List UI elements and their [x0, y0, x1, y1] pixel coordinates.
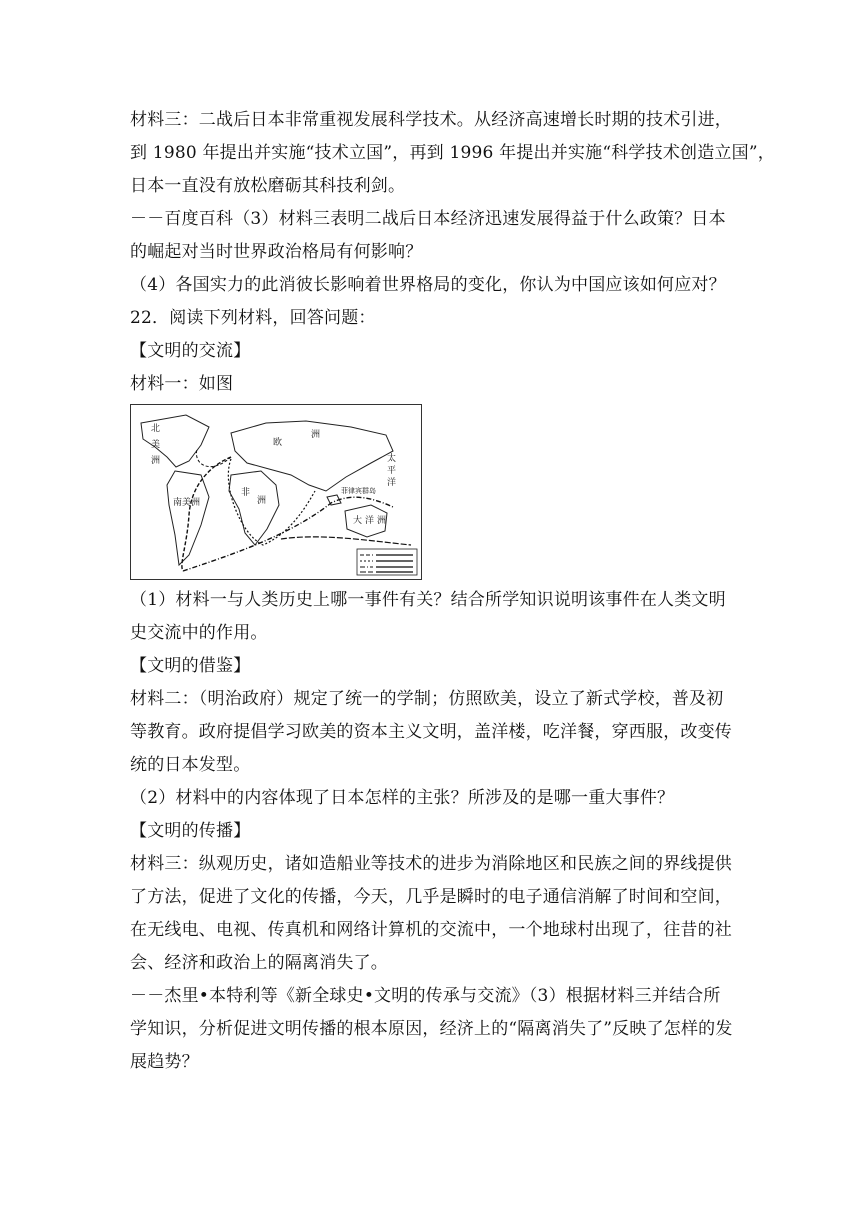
map-label: 北 — [151, 424, 161, 434]
text-line: 了方法，促进了文化的传播，今天，几乎是瞬时的电子通信消解了时间和空间， — [130, 887, 732, 907]
text-line: 的崛起对当时世界政治格局有何影响？ — [130, 242, 423, 262]
text-line: 等教育。政府提倡学习欧美的资本主义文明，盖洋楼，吃洋餐，穿西服，改变传 — [130, 722, 732, 742]
map-label: 洲 — [151, 456, 161, 466]
map-label: 洲 — [257, 496, 267, 506]
map-label: 洋 — [387, 478, 397, 488]
text-line: －－百度百科（3）材料三表明二战后日本经济迅速发展得益于什么政策？日本 — [130, 209, 726, 229]
map-label: 太 — [387, 454, 397, 464]
text-line: 材料二：（明治政府）规定了统一的学制；仿照欧美，设立了新式学校，普及初 — [130, 689, 724, 709]
section-heading: 【文明的借鉴】 — [130, 656, 251, 676]
text-line: 在无线电、电视、传真机和网络计算机的交流中，一个地球村出现了，往昔的社 — [130, 920, 732, 940]
map-label: 南美洲 — [173, 498, 201, 508]
map-label: 平 — [387, 466, 397, 476]
text-line: －－杰里•本特利等《新全球史•文明的传承与交流》（3）根据材料三并结合所 — [130, 986, 721, 1006]
question-22-heading: 22．阅读下列材料，回答问题： — [130, 308, 376, 328]
text-line: （2）材料中的内容体现了日本怎样的主张？所涉及的是哪一重大事件？ — [130, 788, 675, 808]
text-line: 史交流中的作用。 — [130, 623, 268, 643]
map-label: 非 — [241, 488, 251, 498]
document-page — [130, 104, 775, 1079]
map-label: 洋 — [365, 516, 375, 526]
world-voyage-map — [130, 404, 422, 580]
text-line: 材料三：二战后日本非常重视发展科学技术。从经济高速增长时期的技术引进， — [130, 110, 732, 130]
section-heading: 【文明的传播】 — [130, 821, 251, 841]
map-label: 菲律宾群岛 — [341, 487, 376, 495]
text-line: （4）各国实力的此消彼长影响着世界格局的变化，你认为中国应该如何应对？ — [130, 275, 726, 295]
text-line: 会、经济和政治上的隔离消失了。 — [130, 953, 388, 973]
text-line: 到 1980 年提出并实施“技术立国”，再到 1996 年提出并实施“科学技术创造立国”， — [130, 143, 775, 163]
map-label: 洲 — [311, 430, 321, 440]
text-line: 学知识，分析促进文明传播的根本原因，经济上的“隔离消失了”反映了怎样的发 — [130, 1019, 733, 1039]
text-line: 材料三：纵观历史，诸如造船业等技术的进步为消除地区和民族之间的界线提供 — [130, 854, 732, 874]
text-line: 统的日本发型。 — [130, 755, 251, 775]
material-one-label: 材料一：如图 — [130, 374, 234, 394]
map-label: 美 — [151, 440, 161, 450]
map-label: 欧 — [273, 438, 283, 448]
map-label: 洲 — [377, 516, 387, 526]
section-heading: 【文明的交流】 — [130, 341, 251, 361]
text-line: 展趋势？ — [130, 1052, 199, 1072]
text-line: 日本一直没有放松磨砺其科技利剑。 — [130, 176, 406, 196]
text-line: （1）材料一与人类历史上哪一事件有关？结合所学知识说明该事件在人类文明 — [130, 590, 726, 610]
map-figure — [131, 405, 421, 579]
map-label: 大 — [353, 516, 363, 526]
